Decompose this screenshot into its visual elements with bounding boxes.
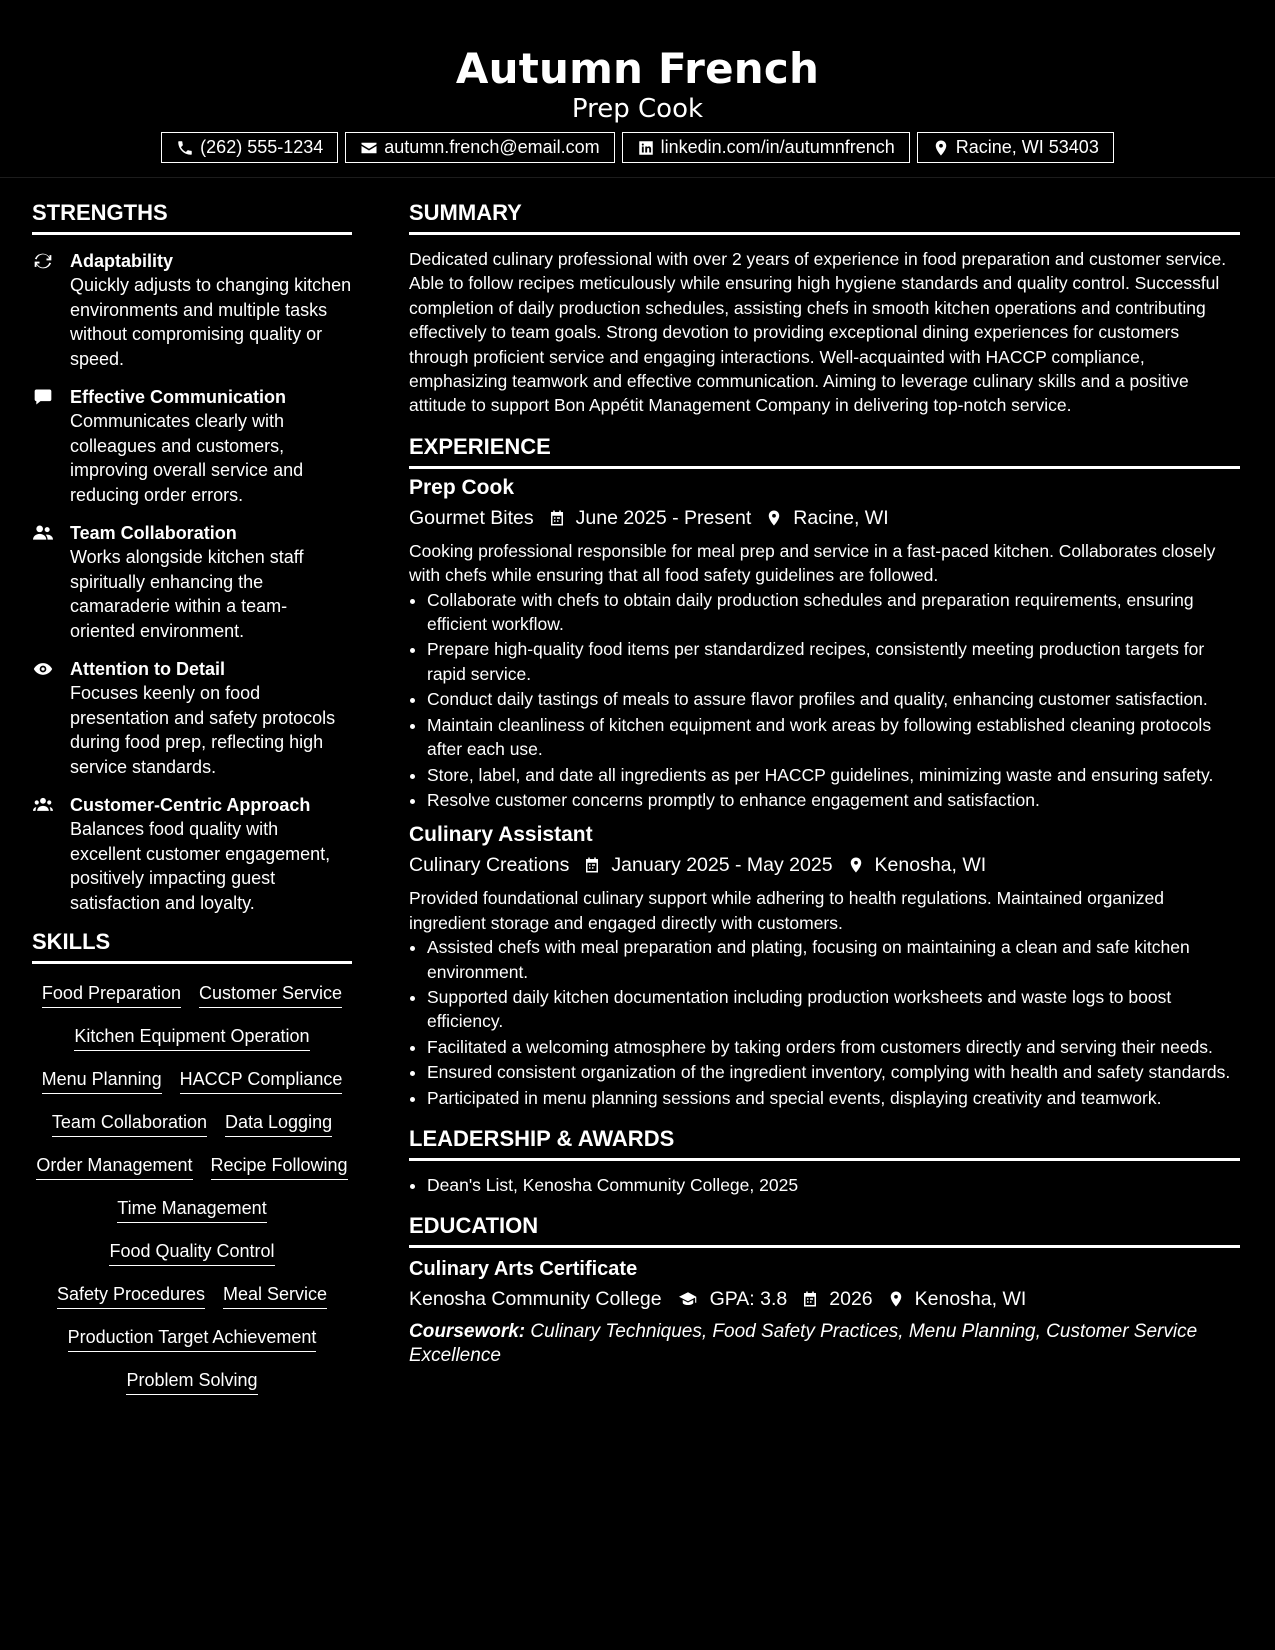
job-company: Gourmet Bites [409,506,534,529]
strength-name: Effective Communication [70,387,287,407]
experience-section [409,434,1240,1110]
list-item: • Participated in menu planning sessions and special events, displaying creativity and teamwork. [427,1086,1240,1110]
job-entry [409,822,1240,1110]
graduation-cap-icon [676,1290,700,1308]
candidate-name: Autumn French [455,44,820,93]
linkedin-text: linkedin.com/in/autumnfrench [660,137,895,157]
contact-location [917,132,1114,163]
job-entry [409,475,1240,812]
linkedin-icon [637,139,655,157]
calendar-icon [801,1290,819,1308]
skill-tag: Customer Service [199,982,342,1008]
email-text: autumn.french@email.com [384,137,600,157]
leadership-heading: LEADERSHIP & AWARDS [409,1126,1240,1161]
job-description: Cooking professional responsible for meal prep and service in a fast-paced kitchen. Collaborates closely with chefs while ensuring that all food safety guidelines are followed. [409,540,1216,586]
candidate-title: Prep Cook [571,94,704,124]
strength-item [32,249,352,371]
strength-desc: Communicates clearly with colleagues and customers, improving overall service and reducing order errors. [70,411,304,505]
summary-heading: SUMMARY [409,200,1240,235]
strengths-heading: STRENGTHS [32,200,352,235]
phone-icon [176,139,194,157]
eye-icon [32,659,54,679]
strength-item [32,793,352,915]
skill-tag: Problem Solving [126,1369,257,1395]
skill-tag: HACCP Compliance [180,1068,343,1094]
strength-desc: Quickly adjusts to changing kitchen environments and multiple tasks without compromising quality or speed. [70,275,352,369]
list-item: • Supported daily kitchen documentation including production worksheets and waste logs to boost efficiency. [427,985,1240,1034]
refresh-icon [32,251,54,271]
job-meta [409,850,1240,880]
education-section [409,1213,1240,1368]
skill-tag: Food Quality Control [109,1240,274,1266]
coursework-list: Culinary Techniques, Food Safety Practices, Menu Planning, Customer Service Excellence [409,1321,1198,1367]
contact-email[interactable] [345,132,614,163]
list-item: • Dean's List, Kenosha Community College, 2025 [427,1173,1240,1197]
graduation-year: 2026 [829,1288,873,1311]
experience-heading: EXPERIENCE [409,434,1240,469]
strength-desc: Works alongside kitchen staff spiritually enhancing the camaraderie within a team-oriented environment. [70,547,304,641]
skill-tag: Kitchen Equipment Operation [74,1025,309,1051]
job-bullets [427,935,1240,1110]
skill-tag: Production Target Achievement [68,1326,317,1352]
calendar-icon [583,856,601,874]
map-pin-icon [932,139,950,157]
list-item: • Maintain cleanliness of kitchen equipment and work areas by following established cleaning protocols after each use. [427,713,1240,762]
job-role: Culinary Assistant [409,823,593,847]
strength-name: Adaptability [70,251,174,271]
map-pin-icon [765,509,783,527]
strength-item [32,385,352,507]
contact-phone[interactable] [161,132,338,163]
coursework [409,1320,1240,1368]
job-role: Prep Cook [409,475,515,499]
strength-name: Team Collaboration [70,523,237,543]
job-location: Racine, WI [793,506,889,529]
skills-heading: SKILLS [32,929,352,964]
skill-tag: Food Preparation [42,982,181,1008]
resume-header [0,0,1275,178]
phone-text: (262) 555-1234 [200,137,324,157]
strength-name: Customer-Centric Approach [70,795,311,815]
job-meta [409,503,1240,533]
list-item: • Resolve customer concerns promptly to enhance engagement and satisfaction. [427,788,1240,812]
map-pin-icon [847,856,865,874]
job-dates: June 2025 - Present [575,506,752,529]
leadership-section [409,1126,1240,1197]
skill-tag: Safety Procedures [57,1283,205,1309]
strength-item [32,657,352,779]
education-heading: EDUCATION [409,1213,1240,1248]
skill-tag: Data Logging [225,1111,332,1137]
job-bullets [427,588,1240,813]
list-item: • Assisted chefs with meal preparation and plating, focusing on maintaining a clean and safe kitchen environment. [427,935,1240,984]
education-location: Kenosha, WI [914,1288,1027,1311]
strength-item [32,521,352,643]
job-description: Provided foundational culinary support while adhering to health regulations. Maintained organized ingredient storage and engaged directly with customers. [409,888,1164,933]
degree-name: Culinary Arts Certificate [409,1258,638,1281]
job-location: Kenosha, WI [874,854,987,877]
education-meta [409,1284,1240,1314]
envelope-icon [360,139,378,157]
skill-tag: Team Collaboration [52,1111,207,1137]
users-icon [32,795,54,815]
awards-list [427,1173,1240,1197]
location-text: Racine, WI 53403 [955,137,1099,157]
skill-tag: Recipe Following [211,1154,348,1180]
user-group-icon [32,523,54,543]
list-item: • Collaborate with chefs to obtain daily production schedules and preparation requirements, ensuring efficient workflow. [427,588,1240,637]
summary-text: Dedicated culinary professional with over 2 years of experience in food preparation and customer service. Able to follow recipes meticulously while ensuring high hygiene standards and quality control. Successful completion of daily production schedules, assisting chefs in smooth kitchen operations and contributing effectively to team goals. Strong devotion to providing exceptional dining experiences for customers through proficient service and engaging interactions. Well-acquainted with HACCP compliance, emphasizing teamwork and effective communication. Aiming to leverage culinary skills and a positive attitude to support Bon Appétit Management Company in delivering top-notch service. [409,249,1227,416]
summary-section [409,200,1240,418]
resume-body [0,178,1275,1395]
left-column [32,200,352,1395]
chat-bubble-icon [32,387,54,407]
skill-tag: Meal Service [223,1283,327,1309]
list-item: • Conduct daily tastings of meals to assure flavor profiles and quality, enhancing customer satisfaction. [427,687,1240,711]
skill-tag: Menu Planning [42,1068,162,1094]
job-dates: January 2025 - May 2025 [611,854,833,877]
strength-desc: Focuses keenly on food presentation and safety protocols during food prep, reflecting high service standards. [70,683,336,777]
skill-tag: Order Management [36,1154,192,1180]
list-item: • Store, label, and date all ingredients as per HACCP guidelines, minimizing waste and ensuring safety. [427,763,1240,787]
gpa: GPA: 3.8 [709,1288,788,1311]
job-company: Culinary Creations [409,854,570,877]
school-name: Kenosha Community College [409,1288,662,1311]
strength-name: Attention to Detail [70,659,225,679]
list-item: • Ensured consistent organization of the ingredient inventory, complying with health and safety standards. [427,1060,1240,1084]
right-column [409,200,1240,1395]
strength-desc: Balances food quality with excellent customer engagement, positively impacting guest satisfaction and loyalty. [70,819,331,913]
contact-linkedin[interactable] [622,132,910,163]
skills-list [32,978,352,1395]
skill-tag: Time Management [117,1197,266,1223]
coursework-label: Coursework: [409,1321,526,1343]
list-item: • Facilitated a welcoming atmosphere by taking orders from customers directly and serving their needs. [427,1035,1240,1059]
calendar-icon [548,509,566,527]
contact-bar [0,132,1275,163]
list-item: • Prepare high-quality food items per standardized recipes, consistently meeting production targets for rapid service. [427,637,1240,686]
map-pin-icon [887,1290,905,1308]
